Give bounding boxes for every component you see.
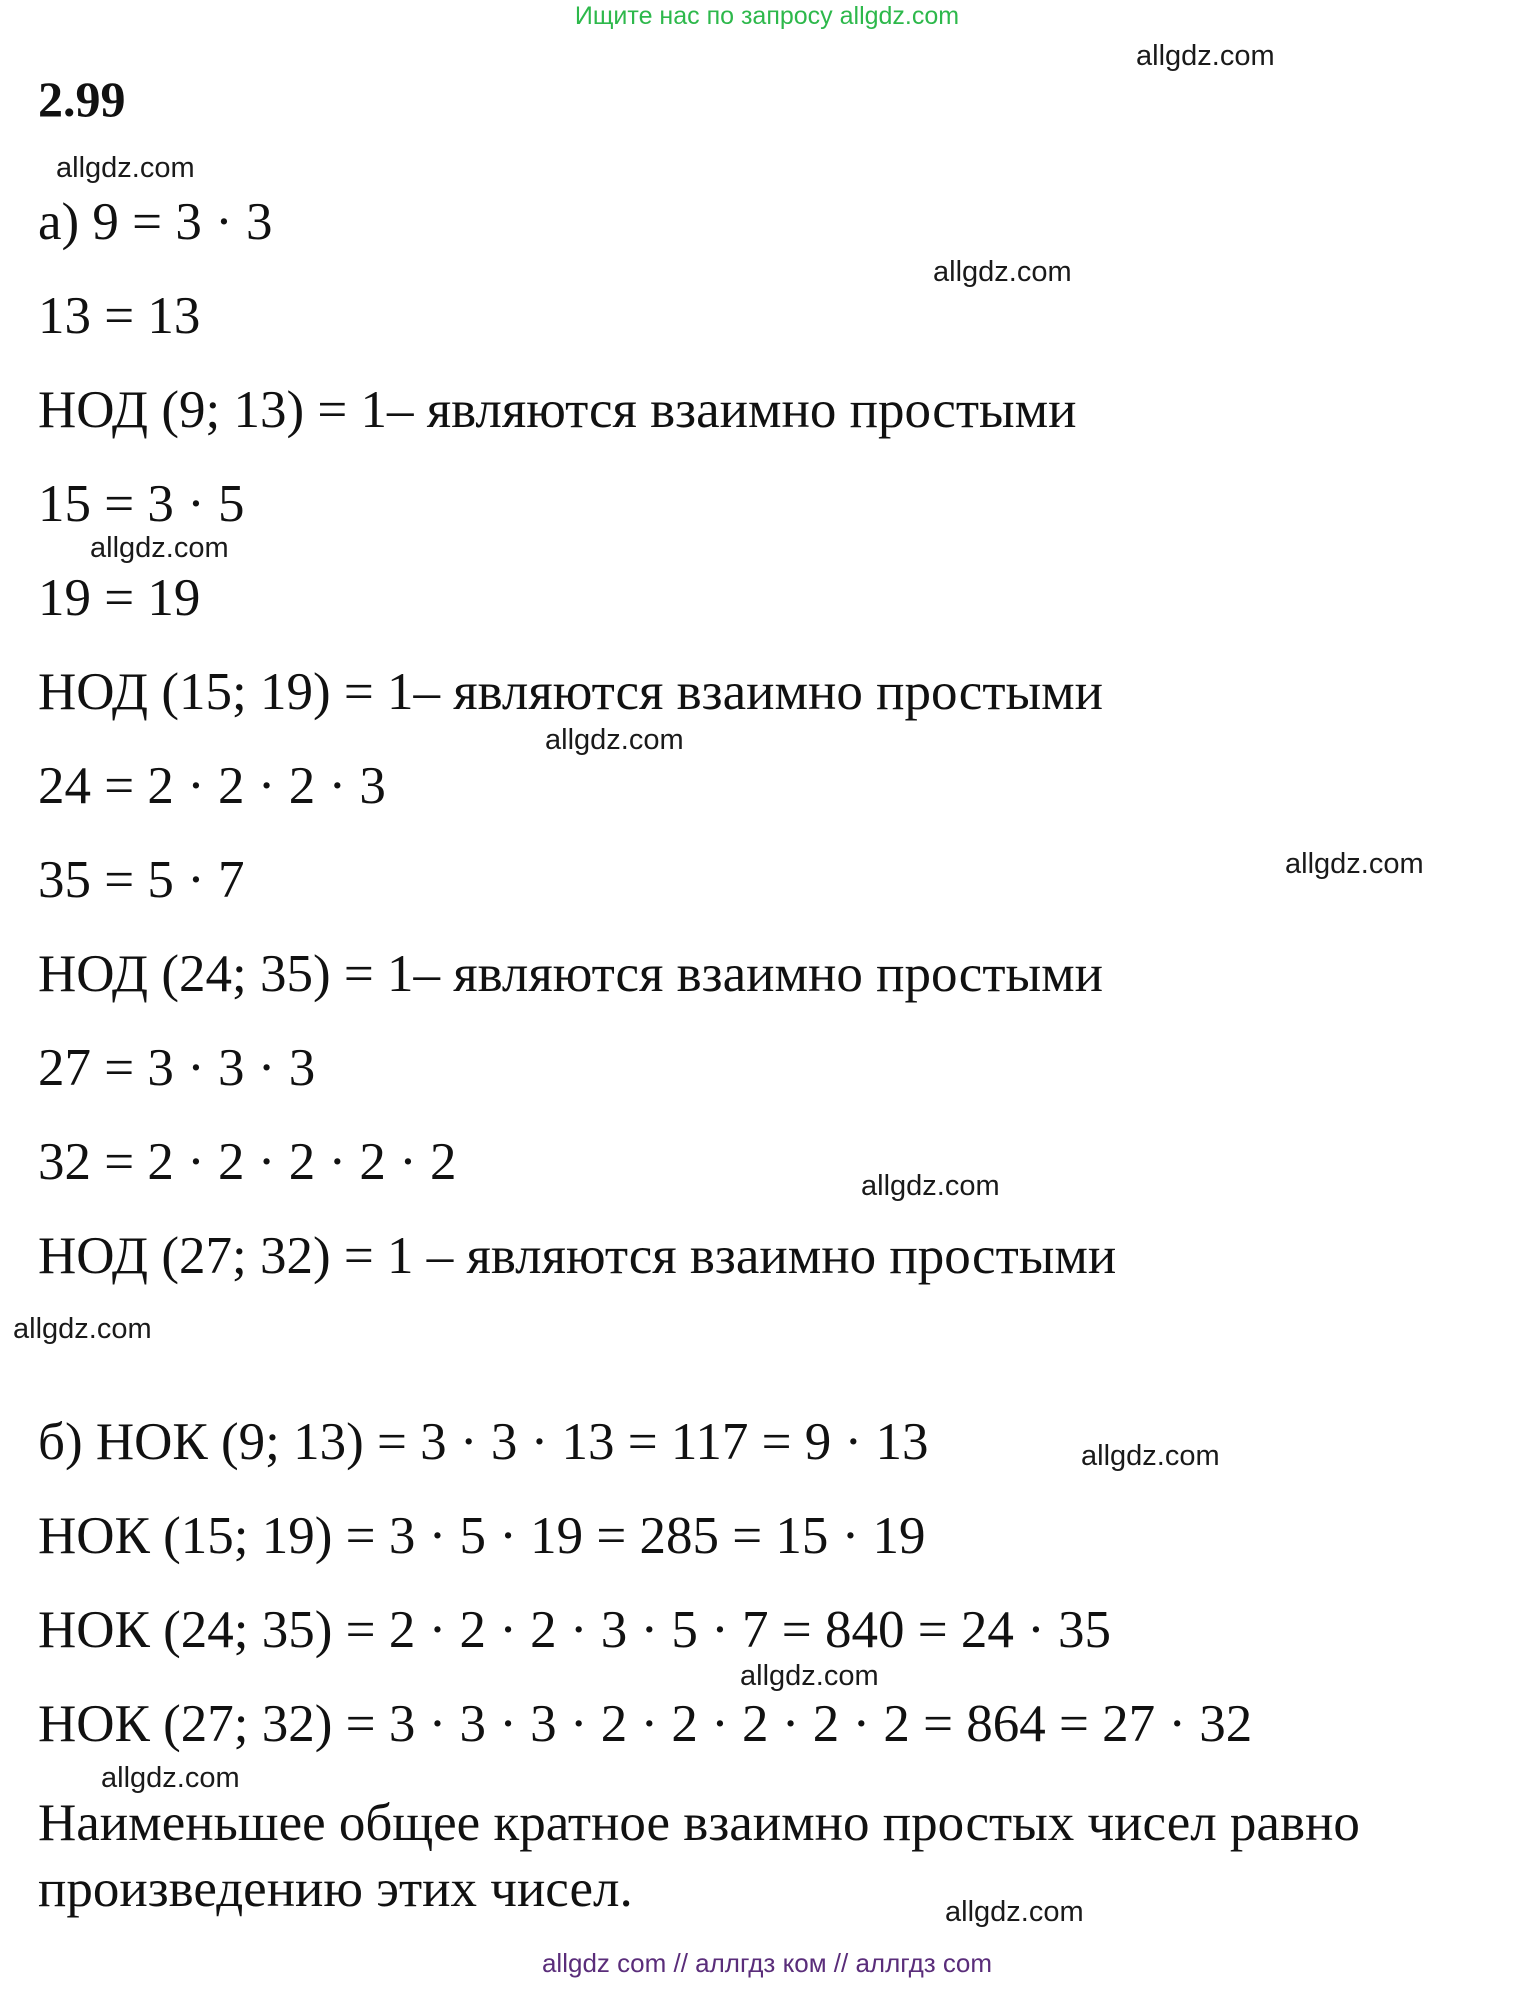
watermark: allgdz.com xyxy=(1136,40,1275,72)
watermark: allgdz.com xyxy=(56,152,195,184)
part-b-line: НОК (27; 32) = 3 · 3 · 3 · 2 · 2 · 2 · 2 · 2 = 864 = 27 · 32 xyxy=(38,1695,1253,1753)
watermark: allgdz.com xyxy=(545,724,684,756)
part-a-line: НОД (24; 35) = 1– являются взаимно простыми xyxy=(38,945,1103,1003)
part-a-line: 24 = 2 · 2 · 2 · 3 xyxy=(38,757,386,815)
part-a-line: 19 = 19 xyxy=(38,569,201,627)
conclusion-text: Наименьшее общее кратное взаимно простых чисел равно произведению этих чисел. xyxy=(38,1794,1360,1918)
part-a-line: 32 = 2 · 2 · 2 · 2 · 2 xyxy=(38,1133,457,1191)
watermark: allgdz.com xyxy=(933,256,1072,288)
part-a-line: 13 = 13 xyxy=(38,287,201,345)
part-a-line: 15 = 3 · 5 xyxy=(38,475,245,533)
footer-links: allgdz com // аллгдз ком // аллгдз com xyxy=(541,1948,993,1978)
watermark: allgdz.com xyxy=(13,1313,152,1345)
part-b-line: НОК (15; 19) = 3 · 5 · 19 = 285 = 15 · 19 xyxy=(38,1507,926,1565)
watermark: allgdz.com xyxy=(861,1170,1000,1202)
part-a-line: 35 = 5 · 7 xyxy=(38,851,245,909)
part-a-line: 27 = 3 · 3 · 3 xyxy=(38,1039,316,1097)
problem-number: 2.99 xyxy=(38,71,126,127)
part-a-line: НОД (27; 32) = 1 – являются взаимно простыми xyxy=(38,1227,1117,1285)
part-b-line: НОК (24; 35) = 2 · 2 · 2 · 3 · 5 · 7 = 840 = 24 · 35 xyxy=(38,1601,1111,1659)
watermark: allgdz.com xyxy=(101,1762,240,1794)
watermark: allgdz.com xyxy=(740,1660,879,1692)
watermark: allgdz.com xyxy=(90,532,229,564)
watermark: allgdz.com xyxy=(1081,1440,1220,1472)
watermark: allgdz.com xyxy=(945,1896,1084,1928)
part-b-line: б) НОК (9; 13) = 3 · 3 · 13 = 117 = 9 · 13 xyxy=(38,1413,929,1471)
part-a-line: а) 9 = 3 · 3 xyxy=(38,193,273,251)
part-a-line: НОД (15; 19) = 1– являются взаимно простыми xyxy=(38,663,1103,721)
header-search-banner: Ищите нас по запросу allgdz.com xyxy=(574,2,960,30)
watermark: allgdz.com xyxy=(1285,848,1424,880)
part-a-line: НОД (9; 13) = 1– являются взаимно простыми xyxy=(38,381,1077,439)
